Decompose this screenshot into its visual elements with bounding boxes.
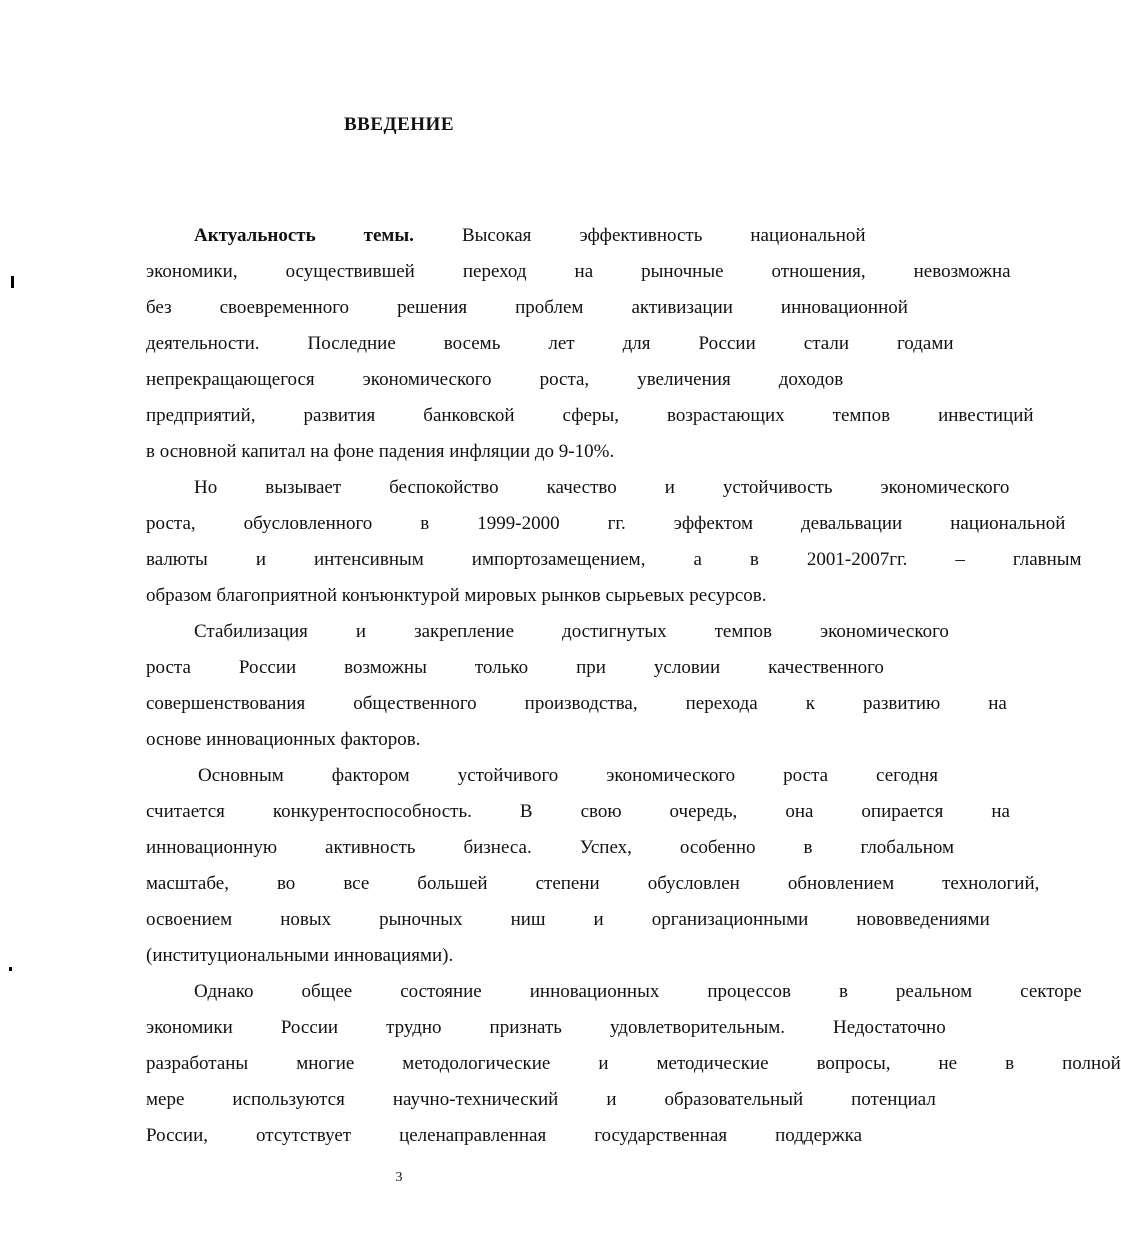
text-line: считается конкурентоспособность. В свою очередь, она опирается на <box>146 801 1010 822</box>
paragraph-competitiveness <box>98 758 1040 974</box>
text-line: мере используются научно-технический и образовательный потенциал <box>146 1089 936 1110</box>
text-line: совершенствования общественного производства, перехода к развитию на <box>146 693 1007 714</box>
text-line: России, отсутствует целенаправленная государственная поддержка <box>146 1125 863 1146</box>
text-line: Стабилизация и закрепление достигнутых темпов экономического <box>194 621 949 642</box>
text-line: масштабе, во все большей степени обусловлен обновлением технологий, <box>146 873 1040 894</box>
paragraph-state <box>98 974 1121 1154</box>
text-line: Актуальность темы. Высокая эффективность национальной <box>98 218 750 254</box>
text-line: роста, обусловленного в 1999-2000 гг. эффектом девальвации национальной <box>146 513 1066 534</box>
paragraph-stabilization <box>98 614 1007 758</box>
body-text <box>98 218 1121 1154</box>
bold-term: Актуальность <box>194 225 316 246</box>
text-line: освоением новых рыночных ниш и организационными нововведениями <box>146 909 990 930</box>
page-number: 3 <box>395 1170 403 1185</box>
bold-term: темы. <box>363 225 414 246</box>
paragraph-concern <box>98 470 1082 614</box>
text-line: непрекращающегося экономического роста, увеличения доходов <box>146 369 844 390</box>
paragraph-relevance <box>98 218 1034 470</box>
text-line: образом благоприятной конъюнктурой мировых рынков сырьевых ресурсов. <box>146 585 767 606</box>
text-line: инновационную активность бизнеса. Успех, особенно в глобальном <box>146 837 955 858</box>
text-line: экономики России трудно признать удовлетворительным. Недостаточно <box>146 1017 946 1038</box>
text-line: в основной капитал на фоне падения инфляции до 9-10%. <box>146 441 615 462</box>
text-line: роста России возможны только при условии качественного <box>146 657 884 678</box>
text-line: основе инновационных факторов. <box>146 729 421 750</box>
text-line: валюты и интенсивным импортозамещением, а в 2001-2007гг. – главным <box>146 549 1082 570</box>
text-line: деятельности. Последние восемь лет для России стали годами <box>146 333 954 354</box>
text-line: предприятий, развития банковской сферы, возрастающих темпов инвестиций <box>146 405 1034 426</box>
text-line: Основным фактором устойчивого экономического роста сегодня <box>198 765 938 786</box>
text-line: (институциональными инновациями). <box>146 945 454 966</box>
text-line: Но вызывает беспокойство качество и устойчивость экономического <box>194 477 1010 498</box>
text-line: экономики, осуществившей переход на рыночные отношения, невозможна <box>146 261 1011 282</box>
text-line: без своевременного решения проблем активизации инновационной <box>146 297 908 318</box>
text-line: разработаны многие методологические и методические вопросы, не в полной <box>146 1053 1121 1074</box>
scan-speck <box>9 967 12 971</box>
page-heading: ВВЕДЕНИЕ <box>344 114 454 135</box>
text-line: Однако общее состояние инновационных процессов в реальном секторе <box>194 981 1082 1002</box>
scan-speck <box>11 276 14 288</box>
